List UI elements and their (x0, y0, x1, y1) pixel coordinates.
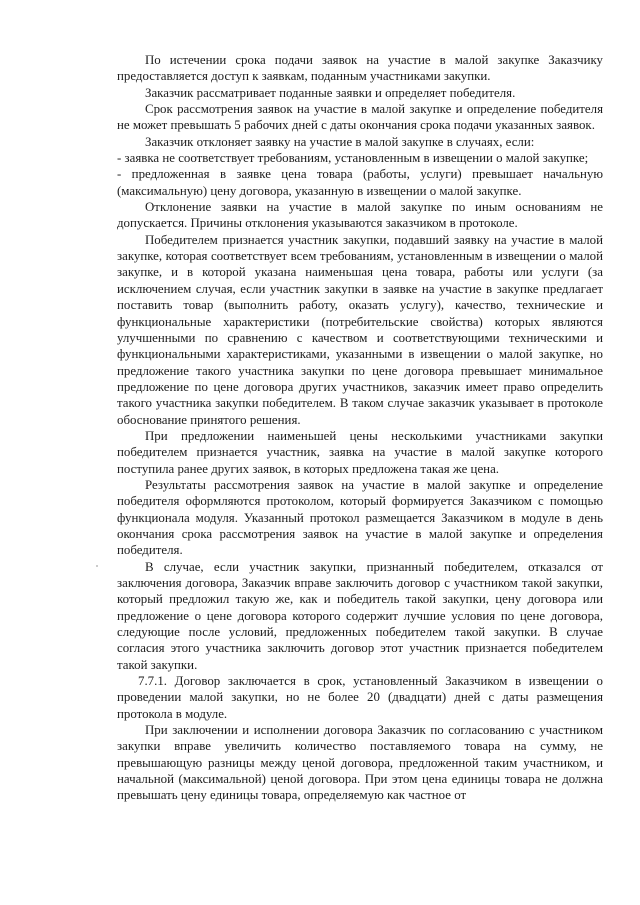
paragraph-rejection-cases: Заказчик отклоняет заявку на участие в малой закупке в случаях, если: (145, 134, 535, 149)
paragraph-equal-price: При предложении наименьшей цены несколькими участниками закупки победителем признается участник, заявка на участие в малой закупке которого поступила ранее других заявок, в которых предложена такая же цена. (117, 428, 603, 476)
paragraph-contract-increase: При заключении и исполнении договора Заказчик по согласованию с участником закупки вправе увеличить количество поставляемого товара на сумму, не превышающую разницы между ценой договора, предложенной таким участником, и начальной (максимальной) ценой договора. При этом цена единицы товара не должна превышать цену единицы товара, определяемую как частное от (117, 723, 603, 803)
list-item-requirements: - заявка не соответствует требованиям, установленным в извещении о малой закупке; (117, 151, 589, 166)
paragraph-winner-refusal: В случае, если участник закупки, признанный победителем, отказался от заключения договора, Заказчик вправе заключить договор с участником такой закупки, который предложил такую же, как и победитель такой закупки, цену договора или предложение о цене договора которого содержит лучшие условия по цене договора, следующие после условий, предложенных победителем такой закупки. В случае согласия этого участника заключить договор этот участник признается победителем такой закупки. (117, 559, 603, 672)
paragraph-access-to-bids: По истечении срока подачи заявок на участие в малой закупке Заказчику предоставляется доступ к заявкам, поданным участниками закупки. (117, 53, 603, 84)
paragraph-rejection-other: Отклонение заявки на участие в малой закупке по иным основаниям не допускается. Причины отклонения указываются заказчиком в протоколе. (117, 200, 603, 231)
document-body (117, 52, 603, 804)
paragraph-review-bids: Заказчик рассматривает поданные заявки и определяет победителя. (145, 85, 516, 100)
paragraph-protocol: Результаты рассмотрения заявок на участие в малой закупке и определение победителя оформляются протоколом, который формируется Заказчиком с помощью функционала модуля. Указанный протокол размещается Заказчиком в модуле в день окончания срока рассмотрения заявок на участие в малой закупке и определения победителя. (117, 477, 603, 558)
paragraph-review-term: Срок рассмотрения заявок на участие в малой закупке и определение победителя не может превышать 5 рабочих дней с даты окончания срока подачи указанных заявок. (117, 102, 603, 133)
paragraph-winner-definition: Победителем признается участник закупки, подавший заявку на участие в малой закупке, которая соответствует всем требованиям, установленным в извещении о малой закупке, и в которой указана наименьшая цена товара, работы или услуги (за исключением случая, если участник закупки в заявке на участие в закупке предлагает поставить товар (выполнить работу, оказать услугу), качество, технические и функциональные характеристики (потребительские свойства) которых являются улучшенными по сравнению с качеством и соответствующими техническими и функциональными характеристиками, указанными в извещении о малой закупке, но предложение такого участника закупки по цене договора превышает минимальное предложение по цене договора других участников, заказчик имеет право определить такого участника закупки победителем. В таком случае заказчик указывает в протоколе обоснование принятого решения. (117, 232, 603, 427)
list-item-price-exceeds: - предложенная в заявке цена товара (работы, услуги) превышает начальную (максимальную) цену договора, указанную в извещении о малой закупке. (117, 167, 603, 198)
paragraph-contract-term: 7.7.1. Договор заключается в срок, установленный Заказчиком в извещении о проведении малой закупки, но не более 20 (двадцати) дней с даты размещения протокола в модуле. (117, 674, 603, 721)
scan-speck (96, 565, 98, 567)
